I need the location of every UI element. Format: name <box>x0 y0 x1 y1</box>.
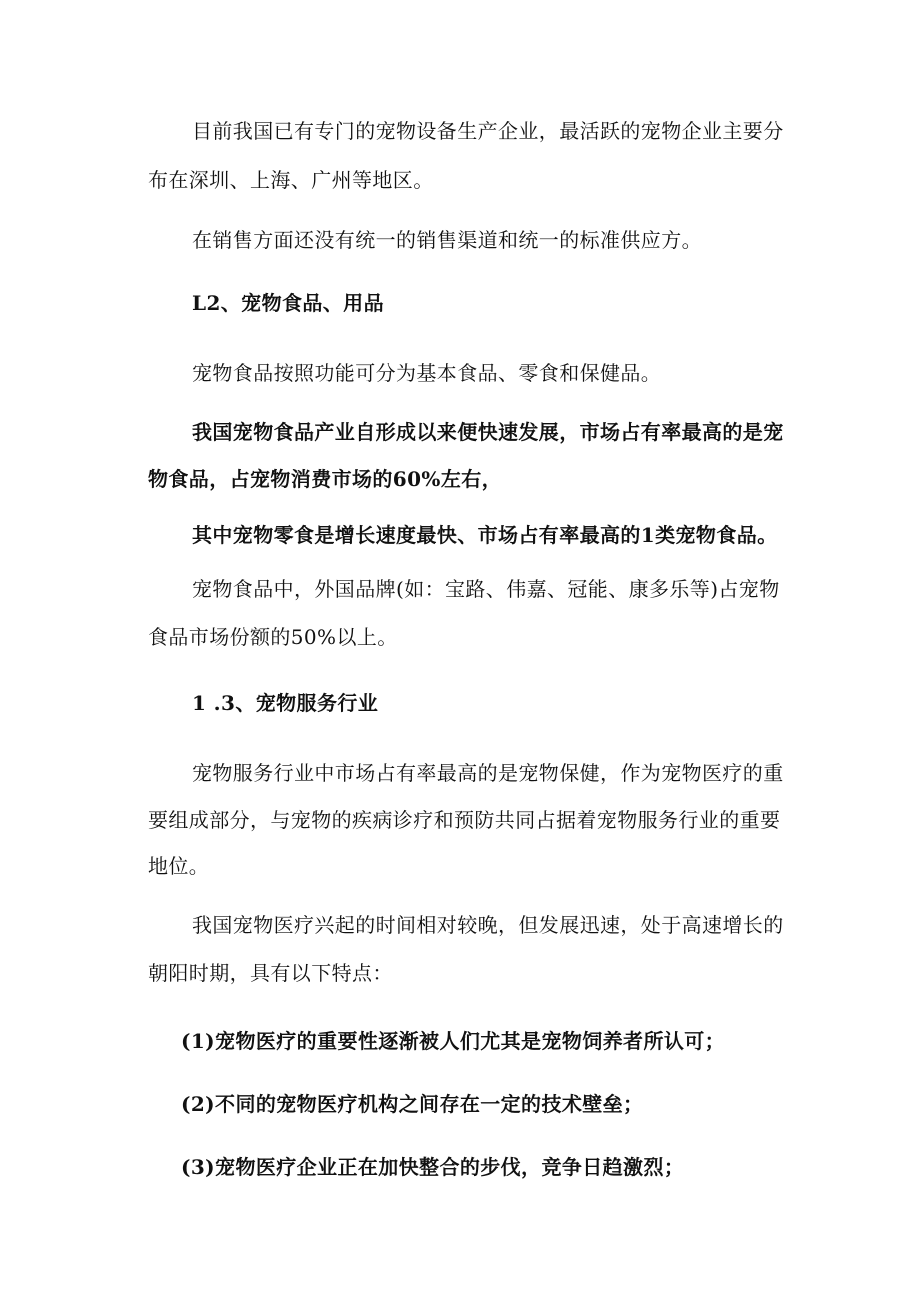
section-heading: L2、宠物食品、用品 <box>192 291 384 315</box>
list-item: (3)宠物医疗企业正在加快整合的步伐，竞争日趋激烈； <box>181 1155 685 1179</box>
paragraph-line: 宠物食品按照功能可分为基本食品、零食和保健品。 <box>192 361 662 385</box>
list-item: (1)宠物医疗的重要性逐渐被人们尤其是宠物饲养者所认可； <box>181 1029 726 1053</box>
paragraph-line: 地位。 <box>148 854 210 878</box>
bold-paragraph-line: 物食品，占宠物消费市场的60%左右， <box>148 467 503 491</box>
list-item: (2)不同的宠物医疗机构之间存在一定的技术壁垒； <box>181 1092 644 1116</box>
section-heading: 1 .3、宠物服务行业 <box>192 691 379 715</box>
paragraph-line: 朝阳时期，具有以下特点： <box>148 961 393 985</box>
paragraph-line: 目前我国已有专门的宠物设备生产企业，最活跃的宠物企业主要分 <box>192 119 784 143</box>
paragraph-line: 宠物服务行业中市场占有率最高的是宠物保健，作为宠物医疗的重 <box>192 761 784 785</box>
paragraph-line: 宠物食品中，外国品牌(如：宝路、伟嘉、冠能、康多乐等)占宠物 <box>192 577 780 601</box>
paragraph-line: 我国宠物医疗兴起的时间相对较晚，但发展迅速，处于高速增长的 <box>192 913 784 937</box>
paragraph-line: 布在深圳、上海、广州等地区。 <box>148 168 434 192</box>
paragraph-line: 要组成部分，与宠物的疾病诊疗和预防共同占据着宠物服务行业的重要 <box>148 808 781 832</box>
bold-paragraph-line: 其中宠物零食是增长速度最快、市场占有率最高的1类宠物食品。 <box>192 523 778 547</box>
bold-paragraph-line: 我国宠物食品产业自形成以来便快速发展，市场占有率最高的是宠 <box>192 420 784 444</box>
paragraph-line: 在销售方面还没有统一的销售渠道和统一的标准供应方。 <box>192 228 702 252</box>
paragraph-line: 食品市场份额的50%以上。 <box>148 625 398 649</box>
